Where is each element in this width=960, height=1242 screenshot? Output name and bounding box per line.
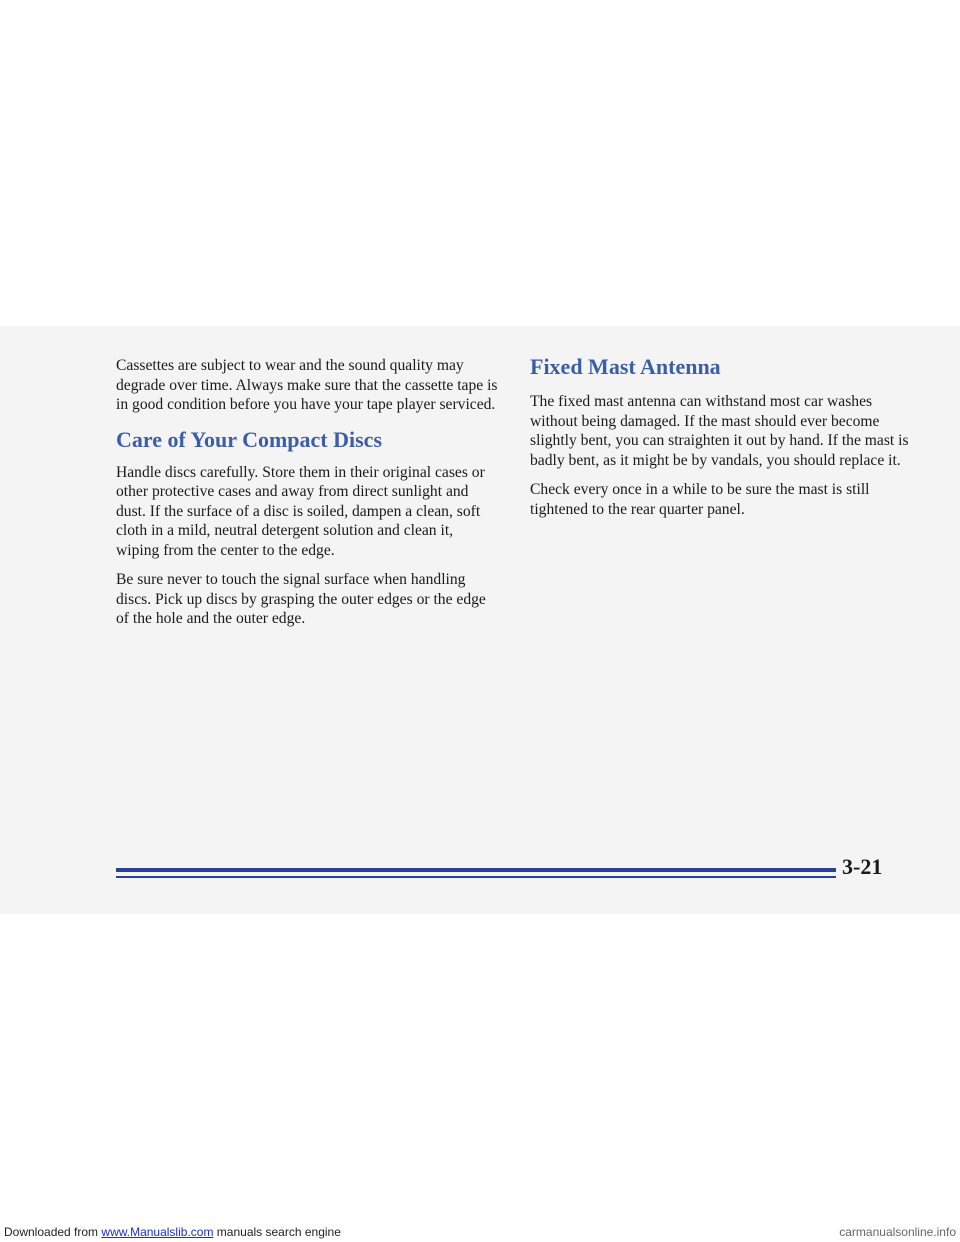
antenna-paragraph-2: Check every once in a while to be sure the mast is still tightened to the rear quarter panel. [530, 481, 870, 518]
antenna-heading: Fixed Mast Antenna [530, 354, 721, 379]
page-number: 3-21 [842, 854, 883, 879]
compact-discs-paragraph-2: Be sure never to touch the signal surface when handling discs. Pick up discs by grasping the outer edges or the edge of the hole and the outer edge. [116, 571, 486, 627]
manualslib-link[interactable]: www.Manualslib.com [101, 1225, 214, 1239]
footer-prefix: Downloaded from [4, 1225, 99, 1239]
manual-page [0, 326, 960, 914]
watermark-text: carmanualsonline.info [839, 1225, 956, 1239]
footer-suffix: manuals search engine [216, 1225, 341, 1239]
antenna-paragraph-1: The fixed mast antenna can withstand most car washes without being damaged. If the mast should ever become slightly bent, you can straighten it out by hand. If the mast is badly bent, as it might be by vandals, you should replace it. [530, 393, 909, 469]
compact-discs-paragraph-1: Handle discs carefully. Store them in their original cases or other protective cases and away from direct sunlight and dust. If the surface of a disc is soiled, dampen a clean, soft cloth in a mild, neutral detergent solution and clean it, wiping from the center to the edge. [116, 463, 485, 559]
top-blank-area [0, 0, 960, 326]
compact-discs-heading: Care of Your Compact Discs [116, 426, 383, 452]
left-column [116, 356, 500, 639]
download-footer [0, 1224, 960, 1242]
footer-rule-thin [116, 876, 836, 878]
footer-rule [116, 868, 836, 880]
intro-paragraph: Cassettes are subject to wear and the sound quality may degrade over time. Always make sure that the cassette tape is in good condition before you have your tape player serviced. [116, 357, 498, 413]
footer-rule-thick [116, 868, 836, 872]
right-column [530, 354, 910, 529]
footer-source [4, 1225, 341, 1239]
